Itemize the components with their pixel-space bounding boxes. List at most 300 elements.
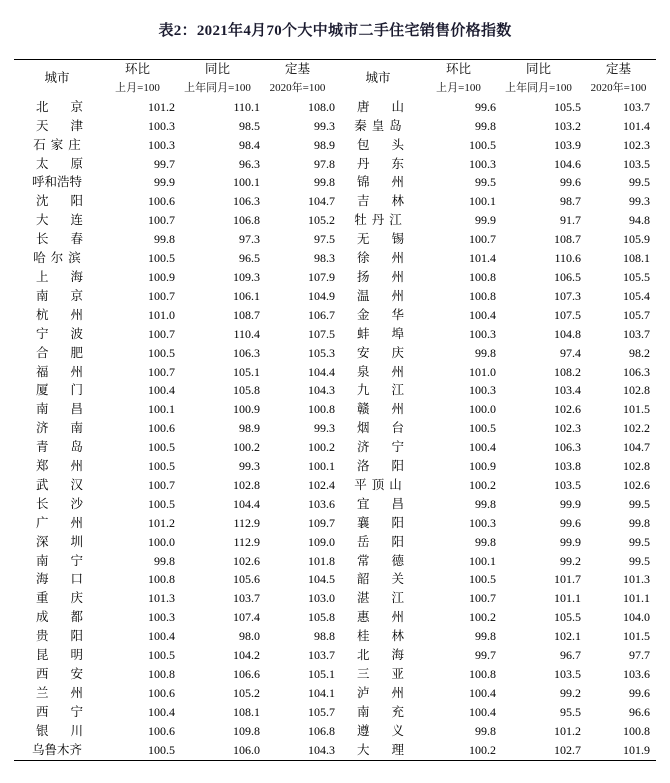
city-name-text: 杭州 — [36, 307, 106, 322]
city-name-text: 厦门 — [36, 383, 106, 398]
cell-mom-right: 99.8 — [475, 723, 496, 738]
cell-mom-left: 100.5 — [148, 440, 175, 455]
cell-city-right — [335, 155, 427, 174]
table-row — [14, 136, 656, 155]
cell-yoy-left: 100.9 — [233, 402, 260, 417]
table-row — [14, 570, 656, 589]
subheader-base-left: 2020年=100 — [269, 81, 326, 94]
city-name-text: 赣州 — [357, 402, 427, 417]
cell-yoy-left: 106.8 — [233, 213, 260, 228]
cell-yoy-left: 98.4 — [239, 137, 260, 152]
cell-yoy-left: 103.7 — [233, 591, 260, 606]
cell-city-right — [335, 419, 427, 438]
header-group-mom-left: 环比 — [100, 60, 175, 79]
cell-base-right: 103.7 — [623, 99, 650, 114]
city-name-text: 哈尔滨 — [33, 251, 86, 266]
city-name-text: 南京 — [36, 288, 106, 303]
city-name-text: 青岛 — [36, 440, 106, 455]
table-row — [14, 438, 656, 457]
table-row — [14, 344, 656, 363]
city-name-text: 海口 — [36, 572, 106, 587]
city-name-text: 石家庄 — [33, 137, 86, 152]
city-name-text: 常德 — [357, 553, 427, 568]
cell-city-right — [335, 211, 421, 230]
cell-yoy-right: 103.5 — [554, 667, 581, 681]
cell-city-left — [14, 211, 106, 230]
city-name-text: 南宁 — [36, 553, 106, 568]
cell-city-right — [335, 552, 427, 571]
cell-mom-right: 100.9 — [469, 459, 496, 474]
cell-city-left — [14, 552, 106, 571]
subheader-base-right: 2020年=100 — [590, 81, 647, 94]
cell-city-right — [335, 533, 427, 552]
page-title: 表2：2021年4月70个大中城市二手住宅销售价格指数 — [158, 23, 512, 39]
cell-city-right — [335, 325, 427, 344]
city-name-text: 丹东 — [357, 156, 427, 171]
cell-city-left — [14, 457, 106, 476]
cell-base-left: 106.7 — [308, 307, 335, 322]
cell-base-right: 99.5 — [629, 175, 650, 190]
city-name-text: 泉州 — [357, 364, 427, 379]
header-city-left: 城市 — [14, 60, 100, 98]
cell-yoy-right: 97.4 — [560, 345, 581, 360]
cell-base-right: 99.5 — [629, 496, 650, 511]
cell-yoy-left: 108.1 — [233, 704, 260, 719]
city-name-text: 兰州 — [36, 685, 106, 700]
cell-base-right: 105.4 — [623, 288, 650, 303]
table-row — [14, 552, 656, 571]
cell-city-right — [335, 98, 427, 117]
cell-base-left: 100.1 — [308, 459, 335, 474]
cell-city-right — [335, 344, 427, 363]
cell-base-right: 99.3 — [629, 194, 650, 209]
cell-mom-right: 99.7 — [475, 648, 496, 663]
city-name-text: 牡丹江 — [354, 213, 407, 228]
cell-city-left — [14, 98, 106, 117]
cell-mom-left: 100.4 — [148, 629, 175, 644]
cell-yoy-right: 106.5 — [554, 269, 581, 284]
cell-city-left — [14, 363, 106, 382]
cell-base-right: 101.4 — [623, 118, 650, 133]
cell-city-left — [14, 495, 106, 514]
cell-yoy-left: 106.1 — [233, 288, 260, 303]
cell-mom-right: 100.5 — [469, 572, 496, 587]
cell-yoy-left: 106.0 — [175, 741, 260, 760]
cell-mom-right: 99.8 — [475, 118, 496, 133]
cell-base-left: 109.7 — [308, 515, 335, 530]
cell-mom-right: 99.8 — [475, 629, 496, 644]
cell-base-left: 98.8 — [314, 629, 335, 644]
table-row — [14, 287, 656, 306]
cell-base-left: 105.2 — [308, 213, 335, 228]
cell-mom-right: 100.4 — [469, 685, 496, 700]
cell-yoy-left: 105.2 — [233, 685, 260, 700]
cell-base-left: 104.7 — [308, 194, 335, 209]
cell-city-right — [335, 476, 421, 495]
cell-base-left: 105.1 — [308, 667, 335, 681]
city-name-text: 广州 — [36, 515, 106, 530]
table-row — [14, 722, 656, 741]
cell-city-left — [14, 381, 106, 400]
cell-yoy-left: 104.4 — [233, 496, 260, 511]
city-name-text: 太原 — [36, 156, 106, 171]
cell-base-left: 106.8 — [308, 723, 335, 738]
cell-yoy-right: 104.6 — [554, 156, 581, 171]
city-name-text: 湛江 — [357, 591, 427, 606]
cell-yoy-right: 102.7 — [496, 741, 581, 760]
cell-mom-right: 100.8 — [469, 667, 496, 681]
cell-mom-right: 100.5 — [469, 137, 496, 152]
cell-mom-right: 100.2 — [421, 741, 496, 760]
cell-base-left: 100.8 — [308, 402, 335, 417]
cell-yoy-right: 103.5 — [554, 477, 581, 492]
cell-base-left: 99.8 — [314, 175, 335, 190]
cell-yoy-left: 107.4 — [233, 610, 260, 625]
cell-yoy-right: 98.7 — [560, 194, 581, 209]
cell-yoy-right: 103.8 — [554, 459, 581, 474]
cell-base-left: 100.2 — [308, 440, 335, 455]
cell-mom-left: 101.2 — [148, 99, 175, 114]
city-name-text: 遵义 — [357, 723, 427, 738]
cell-yoy-right: 101.1 — [554, 591, 581, 606]
city-name-text: 惠州 — [357, 610, 427, 625]
cell-city-right — [335, 608, 427, 627]
cell-base-left: 103.7 — [308, 648, 335, 663]
cell-base-left: 103.6 — [308, 496, 335, 511]
cell-city-right — [335, 287, 427, 306]
cell-yoy-right: 99.9 — [560, 496, 581, 511]
cell-mom-left: 100.5 — [148, 251, 175, 266]
cell-city-right — [335, 363, 427, 382]
city-name-text: 金华 — [357, 307, 427, 322]
cell-yoy-left: 96.5 — [239, 251, 260, 266]
cell-yoy-right: 102.1 — [554, 629, 581, 644]
cell-base-right: 100.8 — [623, 723, 650, 738]
cell-mom-right: 100.4 — [469, 704, 496, 719]
cell-mom-right: 99.8 — [475, 345, 496, 360]
cell-yoy-left: 102.8 — [233, 477, 260, 492]
cell-yoy-left: 109.3 — [233, 269, 260, 284]
table-row — [14, 381, 656, 400]
cell-city-right — [335, 400, 427, 419]
cell-city-right — [335, 173, 427, 192]
cell-mom-right: 100.2 — [469, 477, 496, 492]
cell-mom-right: 100.5 — [469, 421, 496, 436]
cell-city-right — [335, 646, 427, 665]
cell-yoy-left: 98.9 — [239, 421, 260, 436]
cell-yoy-left: 105.6 — [233, 572, 260, 587]
cell-base-left: 104.9 — [308, 288, 335, 303]
cell-yoy-right: 106.3 — [554, 440, 581, 455]
city-name-text: 合肥 — [36, 345, 106, 360]
cell-yoy-right: 91.7 — [560, 213, 581, 228]
cell-base-left: 99.3 — [314, 118, 335, 133]
city-name-text: 西宁 — [36, 704, 106, 719]
cell-mom-right: 101.4 — [469, 251, 496, 266]
cell-yoy-left: 104.2 — [233, 648, 260, 663]
cell-yoy-left: 98.5 — [239, 118, 260, 133]
table-body — [14, 98, 656, 760]
cell-yoy-left: 110.4 — [233, 326, 260, 341]
city-name-text: 重庆 — [36, 591, 106, 606]
cell-city-right — [335, 722, 427, 741]
cell-yoy-right: 95.5 — [560, 704, 581, 719]
cell-mom-left: 100.1 — [148, 402, 175, 417]
cell-mom-left: 100.5 — [148, 345, 175, 360]
cell-city-right — [335, 192, 427, 211]
cell-city-right — [335, 438, 427, 457]
city-name-text: 烟台 — [357, 421, 427, 436]
city-name-text: 无锡 — [357, 232, 427, 247]
cell-yoy-right: 99.2 — [560, 685, 581, 700]
cell-mom-left: 100.6 — [148, 685, 175, 700]
cell-city-right — [335, 117, 421, 136]
cell-city-right — [335, 136, 427, 155]
cell-mom-left: 101.2 — [148, 515, 175, 530]
cell-city-right — [335, 665, 427, 684]
cell-base-left: 105.7 — [308, 704, 335, 719]
cell-yoy-right: 103.4 — [554, 383, 581, 398]
city-name-text: 天津 — [36, 118, 106, 133]
cell-yoy-left: 108.7 — [233, 307, 260, 322]
cell-base-right: 99.5 — [629, 553, 650, 568]
table-row — [14, 533, 656, 552]
city-name-text: 三亚 — [357, 667, 427, 681]
cell-base-right: 99.5 — [629, 534, 650, 549]
cell-base-right: 104.0 — [623, 610, 650, 625]
cell-city-left — [14, 533, 106, 552]
table-row — [14, 192, 656, 211]
cell-yoy-left: 109.8 — [233, 723, 260, 738]
cell-mom-left: 100.7 — [148, 364, 175, 379]
cell-mom-right: 100.8 — [469, 269, 496, 284]
cell-city-left — [14, 136, 100, 155]
header-group-yoy-right: 同比 — [496, 60, 581, 79]
city-name-text: 北京 — [36, 99, 106, 114]
cell-city-left — [14, 400, 106, 419]
cell-yoy-left: 97.3 — [239, 232, 260, 247]
cell-mom-right: 99.5 — [475, 175, 496, 190]
cell-mom-right: 100.0 — [469, 402, 496, 417]
cell-mom-right: 100.1 — [469, 194, 496, 209]
city-name-text: 洛阳 — [357, 459, 427, 474]
cell-yoy-left: 100.2 — [233, 440, 260, 455]
table-row — [14, 703, 656, 722]
city-name-text: 蚌埠 — [357, 326, 427, 341]
city-name-text: 岳阳 — [357, 534, 427, 549]
city-name-text: 韶关 — [357, 572, 427, 587]
cell-yoy-left: 105.1 — [233, 364, 260, 379]
cell-yoy-left: 100.1 — [233, 175, 260, 190]
cell-city-left — [14, 344, 106, 363]
cell-mom-right: 100.4 — [469, 307, 496, 322]
cell-base-left: 104.3 — [260, 741, 335, 760]
cell-yoy-right: 108.7 — [554, 232, 581, 247]
cell-city-left — [14, 722, 106, 741]
cell-mom-right: 99.8 — [475, 534, 496, 549]
cell-city-left — [14, 230, 106, 249]
cell-city-left — [14, 646, 106, 665]
cell-mom-left: 100.8 — [148, 667, 175, 681]
cell-yoy-left: 96.3 — [239, 156, 260, 171]
cell-base-left: 98.3 — [314, 251, 335, 266]
city-name-text: 平顶山 — [354, 477, 407, 492]
city-name-text: 成都 — [36, 610, 106, 625]
cell-city-left — [14, 741, 100, 760]
cell-yoy-right: 99.6 — [560, 175, 581, 190]
table-row — [14, 646, 656, 665]
cell-yoy-left: 112.9 — [233, 534, 260, 549]
cell-yoy-right: 107.3 — [554, 288, 581, 303]
city-name-text: 秦皇岛 — [354, 118, 407, 133]
cell-yoy-left: 105.8 — [233, 383, 260, 398]
cell-mom-left: 100.5 — [148, 496, 175, 511]
header-group-yoy-left: 同比 — [175, 60, 260, 79]
cell-yoy-left: 112.9 — [233, 515, 260, 530]
cell-mom-right: 100.1 — [469, 553, 496, 568]
cell-mom-left: 99.8 — [154, 553, 175, 568]
cell-mom-left: 100.7 — [148, 213, 175, 228]
cell-city-right — [335, 627, 427, 646]
city-name-text: 济宁 — [357, 440, 427, 455]
cell-base-right: 102.8 — [623, 459, 650, 474]
city-name-text: 安庆 — [357, 345, 427, 360]
cell-base-left: 109.0 — [308, 534, 335, 549]
cell-yoy-right: 108.2 — [554, 364, 581, 379]
cell-mom-left: 100.6 — [148, 723, 175, 738]
cell-base-right: 105.5 — [623, 269, 650, 284]
cell-base-right: 94.8 — [629, 213, 650, 228]
cell-city-left — [14, 514, 106, 533]
city-name-text: 包头 — [357, 137, 427, 152]
cell-mom-right: 100.7 — [469, 232, 496, 247]
cell-mom-left: 100.7 — [148, 326, 175, 341]
cell-city-left — [14, 155, 106, 174]
table-row — [14, 627, 656, 646]
cell-yoy-right: 99.2 — [560, 553, 581, 568]
cell-yoy-left: 106.6 — [233, 667, 260, 681]
header-city-right: 城市 — [335, 60, 421, 98]
cell-yoy-right: 96.7 — [560, 648, 581, 663]
city-name-text: 徐州 — [357, 251, 427, 266]
city-name-text: 北海 — [357, 648, 427, 663]
table-row — [14, 173, 656, 192]
cell-city-right — [335, 703, 427, 722]
cell-city-right — [335, 268, 427, 287]
cell-mom-right: 101.0 — [469, 364, 496, 379]
table-row — [14, 495, 656, 514]
table-row — [14, 400, 656, 419]
cell-city-left — [14, 325, 106, 344]
cell-city-right — [335, 495, 427, 514]
cell-mom-right: 99.6 — [475, 99, 496, 114]
cell-base-left: 97.5 — [314, 232, 335, 247]
cell-mom-left: 101.3 — [148, 591, 175, 606]
cell-mom-left: 100.4 — [148, 704, 175, 719]
cell-yoy-right: 102.3 — [554, 421, 581, 436]
cell-base-right: 96.6 — [629, 704, 650, 719]
cell-mom-right: 100.4 — [469, 440, 496, 455]
cell-base-right: 105.7 — [623, 307, 650, 322]
cell-base-left: 107.5 — [308, 326, 335, 341]
cell-city-right — [335, 230, 427, 249]
cell-base-right: 102.6 — [623, 477, 650, 492]
city-name-text: 泸州 — [357, 685, 427, 700]
cell-yoy-right: 104.8 — [554, 326, 581, 341]
table-row — [14, 419, 656, 438]
city-name-text: 南充 — [357, 704, 427, 719]
table-row — [14, 457, 656, 476]
cell-base-left: 105.8 — [308, 610, 335, 625]
city-name-text: 长春 — [36, 232, 106, 247]
cell-mom-left: 100.7 — [148, 288, 175, 303]
cell-city-left — [14, 665, 106, 684]
cell-mom-left: 100.6 — [148, 421, 175, 436]
city-name-text: 郑州 — [36, 459, 106, 474]
cell-yoy-right: 102.6 — [554, 402, 581, 417]
cell-mom-left: 99.7 — [154, 156, 175, 171]
city-name-text: 吉林 — [357, 194, 427, 209]
cell-mom-left: 99.8 — [154, 232, 175, 247]
table-row — [14, 306, 656, 325]
cell-base-left: 97.8 — [314, 156, 335, 171]
subheader-yoy-right: 上年同月=100 — [505, 81, 572, 94]
cell-city-left — [14, 476, 106, 495]
city-name-text: 宁波 — [36, 326, 106, 341]
cell-mom-right: 100.3 — [469, 156, 496, 171]
price-index-table-container — [14, 40, 656, 761]
cell-yoy-right: 99.6 — [560, 515, 581, 530]
cell-mom-left: 100.9 — [148, 269, 175, 284]
city-name-text: 呼和浩特 — [31, 175, 82, 190]
cell-city-left — [14, 287, 106, 306]
cell-mom-left: 100.5 — [100, 741, 175, 760]
cell-base-right: 108.1 — [623, 251, 650, 266]
subheader-mom-left: 上月=100 — [115, 81, 160, 94]
cell-base-left: 101.8 — [308, 553, 335, 568]
city-name-text: 宜昌 — [357, 496, 427, 511]
cell-mom-left: 100.3 — [148, 137, 175, 152]
city-name-text: 昆明 — [36, 648, 106, 663]
cell-mom-left: 100.5 — [148, 648, 175, 663]
cell-city-right — [335, 249, 427, 268]
cell-city-left — [14, 570, 106, 589]
cell-base-right: 98.2 — [629, 345, 650, 360]
city-name-text: 武汉 — [36, 477, 106, 492]
cell-mom-left: 100.5 — [148, 459, 175, 474]
cell-base-right: 99.8 — [629, 515, 650, 530]
cell-base-left: 103.0 — [308, 591, 335, 606]
cell-base-left: 98.9 — [314, 137, 335, 152]
table-row — [14, 684, 656, 703]
cell-mom-left: 100.0 — [148, 534, 175, 549]
cell-yoy-right: 101.7 — [554, 572, 581, 587]
cell-yoy-right: 99.9 — [560, 534, 581, 549]
cell-yoy-right: 105.5 — [554, 610, 581, 625]
cell-yoy-left: 106.3 — [233, 194, 260, 209]
city-name-text: 扬州 — [357, 269, 427, 284]
cell-yoy-right: 103.9 — [554, 137, 581, 152]
cell-mom-left: 100.6 — [148, 194, 175, 209]
cell-base-right: 106.3 — [623, 364, 650, 379]
cell-city-left — [14, 268, 106, 287]
cell-base-left: 107.9 — [308, 269, 335, 284]
table-row — [14, 514, 656, 533]
table-row — [14, 155, 656, 174]
cell-city-left — [14, 419, 106, 438]
table-row — [14, 665, 656, 684]
cell-base-left: 102.4 — [308, 477, 335, 492]
